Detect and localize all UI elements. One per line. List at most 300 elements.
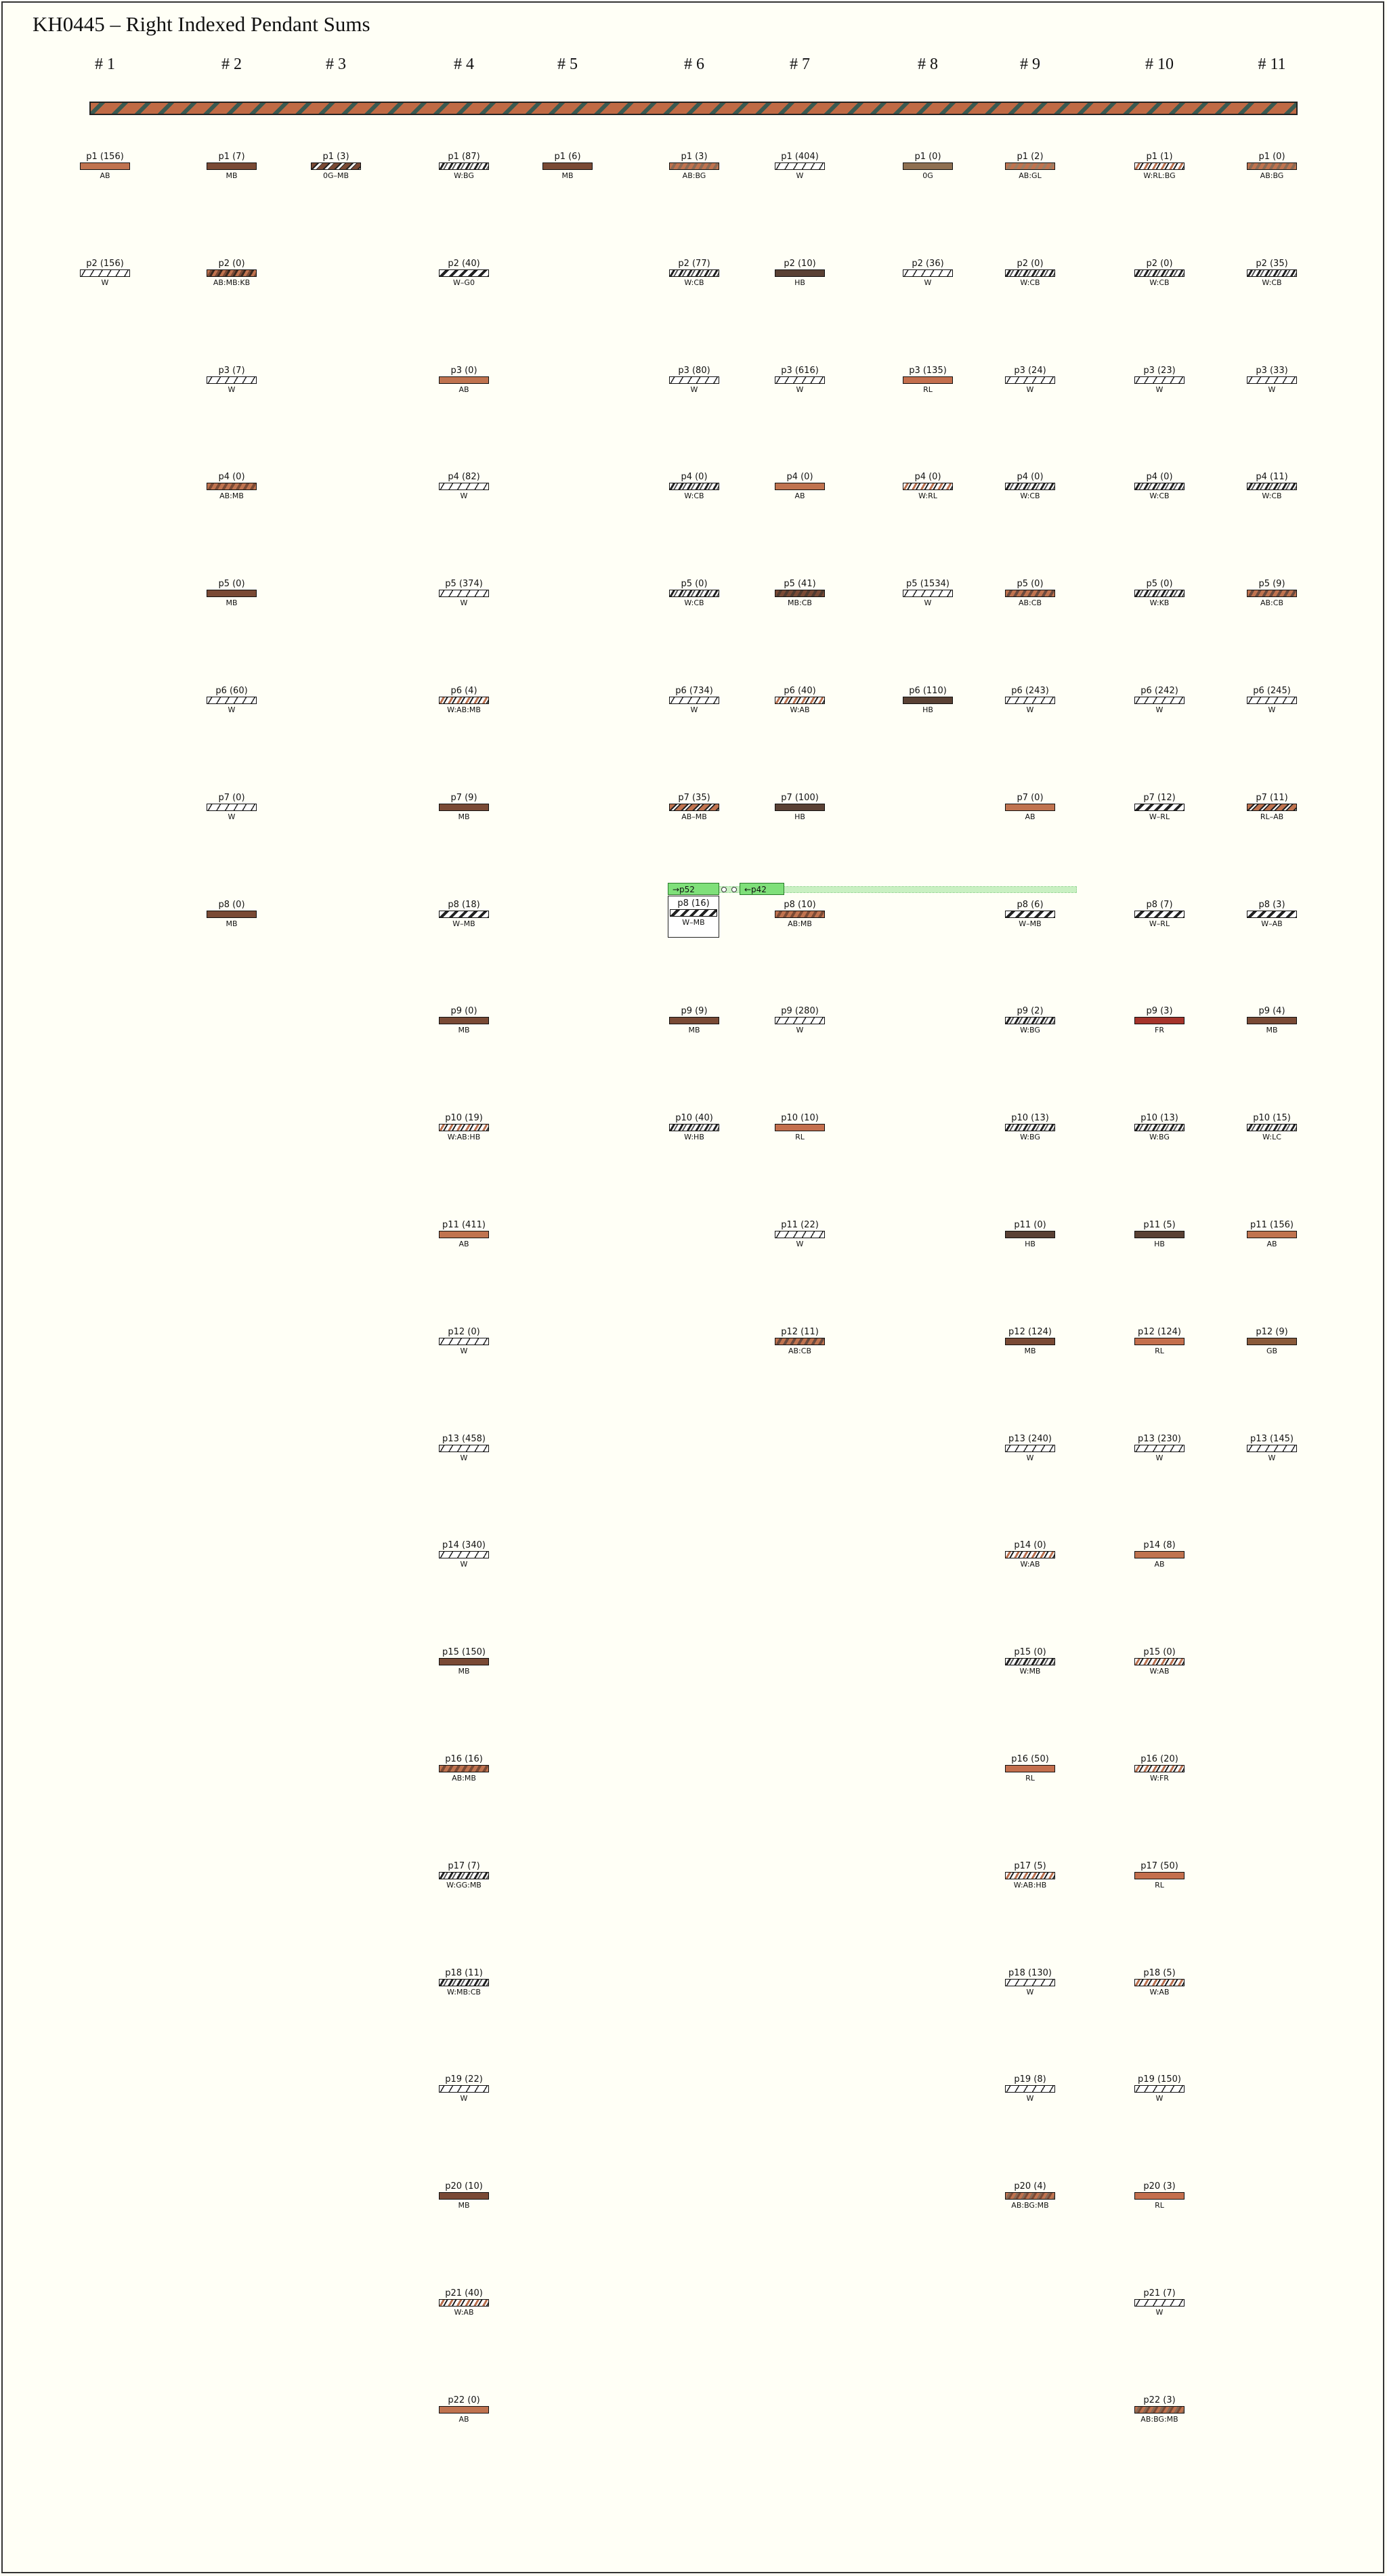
- pendant-color-code: W: [796, 1240, 804, 1248]
- pendant[interactable]: [647, 793, 742, 821]
- pendant-color-code: W:AB: [1149, 1987, 1170, 1996]
- pendant-color-code: AB:BG: [682, 171, 706, 180]
- pendant-color-bar: [207, 269, 257, 277]
- pendant-color-bar: [903, 269, 953, 277]
- pendant-color-code: HB: [922, 705, 933, 714]
- pendant-color-bar: [1134, 1979, 1185, 1986]
- pendant-color-code: RL: [1025, 1774, 1035, 1783]
- pendant-color-code: W: [460, 1453, 468, 1462]
- column-header: # 7: [790, 56, 810, 73]
- pendant-label: p17 (7): [448, 1860, 480, 1871]
- pendant[interactable]: [647, 1113, 742, 1141]
- pendant-color-bar: [1134, 1872, 1185, 1879]
- pendant-color-bar: [439, 1872, 489, 1879]
- pendant[interactable]: [983, 686, 1077, 714]
- pendant[interactable]: [417, 1540, 511, 1569]
- pendant-label: p3 (0): [450, 365, 477, 376]
- pendant[interactable]: [1112, 472, 1207, 500]
- pendant[interactable]: [752, 472, 847, 500]
- pendant-color-bar: [1134, 269, 1185, 277]
- pendant[interactable]: [983, 1968, 1077, 1996]
- pendant-label: p22 (3): [1143, 2395, 1176, 2405]
- pendant[interactable]: [417, 2288, 511, 2317]
- pendant-color-bar: [1247, 376, 1297, 384]
- pendant-color-bar: [670, 909, 717, 917]
- pendant[interactable]: [417, 1434, 511, 1462]
- pendant[interactable]: [1112, 793, 1207, 821]
- pendant-label: p12 (124): [1138, 1326, 1181, 1337]
- pendant-color-code: W: [1268, 385, 1276, 394]
- pendant-label: p6 (40): [784, 686, 816, 696]
- pendant-color-code: W:CB: [1262, 278, 1282, 287]
- pendant[interactable]: [1112, 2288, 1207, 2317]
- pendant[interactable]: [752, 793, 847, 821]
- pendant-color-code: W:AB: [1149, 1667, 1170, 1676]
- pendant-color-code: W:CB: [684, 492, 704, 501]
- pendant[interactable]: [752, 1220, 847, 1248]
- pendant[interactable]: [417, 2074, 511, 2103]
- pendant-label: p10 (15): [1253, 1113, 1291, 1124]
- pendant-color-code: AB:MB: [788, 919, 812, 928]
- pendant-color-code: AB:BG:MB: [1140, 2414, 1178, 2424]
- pendant[interactable]: [417, 900, 511, 928]
- pendant-color-bar: [207, 911, 257, 918]
- pendant-label: p18 (11): [445, 1967, 483, 1978]
- pendant-label: p9 (9): [681, 1006, 708, 1017]
- pendant-label: p7 (0): [1017, 792, 1044, 803]
- pendant-color-bar: [1134, 2192, 1185, 2200]
- pendant-color-bar: [1005, 483, 1055, 490]
- pendant[interactable]: [184, 472, 279, 500]
- pendant[interactable]: [880, 472, 975, 500]
- pendant[interactable]: [983, 152, 1077, 180]
- link-dot-icon: [731, 887, 737, 892]
- pendant[interactable]: [1112, 1113, 1207, 1141]
- pendant[interactable]: [520, 152, 615, 180]
- pendant-color-code: W–G0: [453, 278, 475, 287]
- pendant-color-bar: [439, 1658, 489, 1665]
- pendant-label: p3 (23): [1143, 365, 1176, 376]
- pendant[interactable]: [1112, 1220, 1207, 1248]
- pendant-color-bar: [775, 697, 825, 704]
- pendant-label: p11 (0): [1014, 1220, 1046, 1230]
- pendant-color-code: W: [1026, 385, 1034, 394]
- pendant[interactable]: [417, 1647, 511, 1676]
- pendant-label: p2 (77): [678, 258, 710, 269]
- primary-cord[interactable]: [89, 102, 1298, 115]
- pendant[interactable]: [983, 1754, 1077, 1783]
- pendant[interactable]: [1224, 1220, 1319, 1248]
- pendant-color-bar: [1134, 804, 1185, 811]
- pendant-color-bar: [207, 804, 257, 811]
- pendant[interactable]: [417, 2395, 511, 2424]
- pendant-color-code: AB: [100, 171, 110, 180]
- linked-pendant-box[interactable]: [668, 896, 719, 938]
- pendant[interactable]: [983, 1327, 1077, 1355]
- pendant-label: p4 (0): [914, 472, 941, 483]
- pendant-label: p8 (16): [677, 898, 710, 909]
- pendant-color-code: MB:CB: [788, 598, 812, 608]
- pendant-color-code: W–MB: [452, 919, 475, 928]
- pendant[interactable]: [1112, 1647, 1207, 1676]
- pendant[interactable]: [1112, 1327, 1207, 1355]
- pendant[interactable]: [417, 259, 511, 287]
- pendant-color-code: AB:BG: [1260, 171, 1284, 180]
- pendant[interactable]: [983, 366, 1077, 394]
- pendant-label: p2 (35): [1256, 258, 1288, 269]
- pendant-color-code: W:LC: [1262, 1133, 1281, 1142]
- pendant-color-code: W: [460, 492, 468, 501]
- pendant-color-bar: [669, 376, 719, 384]
- pendant[interactable]: [1224, 259, 1319, 287]
- pendant[interactable]: [1224, 366, 1319, 394]
- pendant-color-code: W: [1026, 1453, 1034, 1462]
- pendant[interactable]: [1224, 579, 1319, 607]
- pendant[interactable]: [184, 366, 279, 394]
- pendant[interactable]: [983, 793, 1077, 821]
- pendant-label: p9 (3): [1146, 1006, 1173, 1017]
- pendant-color-code: AB: [794, 492, 805, 501]
- pendant-color-bar: [1134, 2299, 1185, 2307]
- pendant[interactable]: [880, 579, 975, 607]
- pendant-color-bar: [669, 590, 719, 597]
- pendant[interactable]: [983, 472, 1077, 500]
- pendant-label: p4 (0): [218, 472, 245, 483]
- pendant[interactable]: [1224, 1113, 1319, 1141]
- pendant[interactable]: [1112, 686, 1207, 714]
- pendant-color-code: RL: [1155, 1880, 1164, 1890]
- pendant-link-highlight[interactable]: [668, 883, 1077, 896]
- pendant-color-bar: [1247, 1017, 1297, 1024]
- pendant-label: p14 (8): [1143, 1540, 1176, 1551]
- pendant[interactable]: [417, 686, 511, 714]
- pendant[interactable]: [58, 259, 152, 287]
- pendant[interactable]: [1224, 1434, 1319, 1462]
- pendant-color-bar: [1005, 2192, 1055, 2200]
- pendant-color-code: HB: [794, 278, 805, 287]
- pendant[interactable]: [983, 900, 1077, 928]
- pendant-color-bar: [1134, 1338, 1185, 1345]
- pendant-label: p3 (7): [218, 365, 245, 376]
- pendant-label: p5 (0): [1017, 579, 1044, 590]
- pendant-label: p17 (5): [1014, 1860, 1046, 1871]
- pendant-color-code: W:CB: [1020, 492, 1040, 501]
- pendant[interactable]: [1112, 1861, 1207, 1890]
- pendant-color-bar: [669, 697, 719, 704]
- pendant-label: p2 (156): [86, 258, 124, 269]
- pendant[interactable]: [1224, 793, 1319, 821]
- pendant-label: p11 (22): [781, 1220, 819, 1230]
- pendant-color-bar: [1005, 269, 1055, 277]
- pendant[interactable]: [647, 152, 742, 180]
- pendant-label: p1 (404): [781, 152, 819, 162]
- pendant-label: p12 (11): [781, 1326, 819, 1337]
- pendant-color-bar: [1247, 162, 1297, 170]
- pendant-label: p12 (124): [1008, 1326, 1052, 1337]
- pendant-color-code: W:AB:HB: [1013, 1880, 1047, 1890]
- pendant-color-bar: [903, 483, 953, 490]
- pendant-label: p15 (0): [1014, 1647, 1046, 1658]
- pendant[interactable]: [752, 1006, 847, 1034]
- pendant[interactable]: [1112, 2074, 1207, 2103]
- pendant[interactable]: [1112, 2395, 1207, 2424]
- pendant-color-code: W: [796, 385, 804, 394]
- pendant[interactable]: [983, 2074, 1077, 2103]
- pendant[interactable]: [1112, 1434, 1207, 1462]
- pendant[interactable]: [417, 1113, 511, 1141]
- link-from-tag[interactable]: →p52: [668, 883, 719, 895]
- pendant-color-bar: [1247, 1338, 1297, 1345]
- pendant-color-code: HB: [1025, 1240, 1036, 1248]
- pendant-color-code: W: [924, 598, 932, 608]
- pendant[interactable]: [752, 579, 847, 607]
- pendant[interactable]: [1112, 1754, 1207, 1783]
- pendant[interactable]: [417, 472, 511, 500]
- pendant-label: p1 (2): [1017, 152, 1044, 162]
- pendant-color-bar: [1134, 1658, 1185, 1665]
- pendant[interactable]: [417, 2181, 511, 2210]
- pendant-color-code: AB:MB: [452, 1774, 476, 1783]
- pendant[interactable]: [1112, 1540, 1207, 1569]
- pendant[interactable]: [880, 152, 975, 180]
- pendant-color-code: W:HB: [684, 1133, 704, 1142]
- pendant-color-code: W: [1155, 2308, 1164, 2317]
- pendant-color-code: W: [1155, 1453, 1164, 1462]
- pendant[interactable]: [647, 472, 742, 500]
- pendant-color-bar: [439, 2192, 489, 2200]
- pendant[interactable]: [1112, 366, 1207, 394]
- pendant-color-code: AB:CB: [1018, 598, 1042, 608]
- pendant-color-bar: [1005, 1979, 1055, 1986]
- pendant[interactable]: [647, 366, 742, 394]
- pendant[interactable]: [880, 259, 975, 287]
- pendant-label: p3 (24): [1014, 365, 1046, 376]
- pendant-color-bar: [1134, 590, 1185, 597]
- pendant-label: p5 (1534): [906, 579, 949, 590]
- pendant-label: p8 (0): [218, 899, 245, 910]
- pendant[interactable]: [1224, 472, 1319, 500]
- pendant[interactable]: [983, 1006, 1077, 1034]
- pendant[interactable]: [417, 1220, 511, 1248]
- pendant-label: p7 (0): [218, 792, 245, 803]
- pendant[interactable]: [184, 579, 279, 607]
- pendant[interactable]: [983, 1647, 1077, 1676]
- pendant-color-code: W:BG: [1020, 1133, 1040, 1142]
- column-header: # 5: [557, 56, 578, 73]
- pendant-label: p5 (0): [681, 579, 708, 590]
- pendant[interactable]: [1112, 152, 1207, 180]
- pendant[interactable]: [752, 900, 847, 928]
- pendant[interactable]: [752, 686, 847, 714]
- pendant-color-bar: [1005, 804, 1055, 811]
- pendant[interactable]: [983, 1861, 1077, 1890]
- pendant[interactable]: [1112, 1006, 1207, 1034]
- pendant-color-bar: [1005, 1445, 1055, 1452]
- pendant-color-bar: [1247, 1124, 1297, 1131]
- pendant-label: p4 (0): [1017, 472, 1044, 483]
- pendant[interactable]: [1112, 900, 1207, 928]
- pendant-label: p8 (18): [448, 899, 480, 910]
- pendant-color-bar: [80, 162, 130, 170]
- pendant[interactable]: [417, 579, 511, 607]
- pendant-label: p1 (6): [554, 152, 581, 162]
- pendant-color-bar: [1247, 1231, 1297, 1238]
- pendant-label: p16 (20): [1140, 1754, 1178, 1764]
- pendant[interactable]: [983, 2181, 1077, 2210]
- pendant-color-code: W:AB: [454, 2308, 474, 2317]
- pendant-color-bar: [1005, 162, 1055, 170]
- pendant[interactable]: [1224, 1327, 1319, 1355]
- pendant[interactable]: [184, 900, 279, 928]
- pendant-color-code: HB: [1154, 1240, 1165, 1248]
- pendant-color-bar: [1134, 483, 1185, 490]
- pendant[interactable]: [647, 1006, 742, 1034]
- pendant-color-bar: [775, 162, 825, 170]
- pendant-label: p10 (40): [675, 1113, 713, 1124]
- pendant[interactable]: [289, 152, 383, 180]
- pendant[interactable]: [1224, 152, 1319, 180]
- pendant-color-code: AB:GL: [1019, 171, 1042, 180]
- pendant-label: p7 (12): [1143, 792, 1176, 803]
- pendant-color-code: 0G–MB: [322, 171, 349, 180]
- pendant-label: p16 (16): [445, 1754, 483, 1764]
- pendant[interactable]: [647, 686, 742, 714]
- pendant[interactable]: [983, 579, 1077, 607]
- pendant[interactable]: [184, 686, 279, 714]
- pendant[interactable]: [983, 1113, 1077, 1141]
- pendant-label: p2 (10): [784, 258, 816, 269]
- pendant-color-bar: [669, 1124, 719, 1131]
- pendant-color-code: W:MB:CB: [447, 1987, 481, 1996]
- pendant-label: p19 (150): [1138, 2074, 1181, 2085]
- pendant[interactable]: [1112, 1968, 1207, 1996]
- pendant-color-code: MB: [458, 1026, 470, 1035]
- pendant-color-bar: [439, 376, 489, 384]
- pendant[interactable]: [752, 366, 847, 394]
- pendant-label: p5 (9): [1258, 579, 1285, 590]
- pendant[interactable]: [1112, 2181, 1207, 2210]
- pendant-color-bar: [1134, 1551, 1185, 1558]
- pendant-color-code: AB:MB:KB: [213, 278, 251, 287]
- pendant-color-bar: [669, 483, 719, 490]
- pendant-color-code: W:CB: [1149, 278, 1170, 287]
- pendant-color-bar: [207, 162, 257, 170]
- pendant-color-bar: [1134, 1017, 1185, 1024]
- pendant-color-bar: [1247, 590, 1297, 597]
- pendant-label: p8 (6): [1017, 899, 1044, 910]
- pendant[interactable]: [752, 259, 847, 287]
- pendant-color-code: W: [690, 385, 698, 394]
- pendant-color-code: W:RL: [918, 492, 937, 501]
- pendant-color-bar: [1134, 1124, 1185, 1131]
- pendant[interactable]: [880, 366, 975, 394]
- pendant-color-code: MB: [458, 1667, 470, 1676]
- pendant-color-code: GB: [1266, 1346, 1278, 1355]
- pendant[interactable]: [983, 1540, 1077, 1569]
- pendant[interactable]: [184, 793, 279, 821]
- pendant-color-bar: [439, 911, 489, 918]
- pendant[interactable]: [417, 1754, 511, 1783]
- pendant[interactable]: [184, 152, 279, 180]
- pendant-color-code: AB: [1266, 1240, 1277, 1248]
- pendant-label: p10 (19): [445, 1113, 483, 1124]
- pendant-color-bar: [775, 269, 825, 277]
- pendant-color-code: W–RL: [1149, 919, 1170, 928]
- pendant-color-code: W:KB: [1149, 598, 1170, 608]
- pendant[interactable]: [417, 366, 511, 394]
- pendant[interactable]: [1112, 579, 1207, 607]
- pendant-color-code: W:CB: [1020, 278, 1040, 287]
- pendant[interactable]: [752, 1327, 847, 1355]
- pendant-color-bar: [669, 1017, 719, 1024]
- pendant[interactable]: [1112, 259, 1207, 287]
- pendant-color-code: RL: [923, 385, 933, 394]
- pendant[interactable]: [417, 1861, 511, 1890]
- pendant-color-bar: [1247, 697, 1297, 704]
- pendant-color-code: W:CB: [684, 598, 704, 608]
- pendant-color-bar: [1005, 1124, 1055, 1131]
- pendant[interactable]: [1224, 1006, 1319, 1034]
- pendant[interactable]: [1224, 686, 1319, 714]
- column-header: # 6: [684, 56, 704, 73]
- pendant[interactable]: [752, 1113, 847, 1141]
- pendant-label: p8 (7): [1146, 899, 1173, 910]
- pendant-label: p15 (0): [1143, 1647, 1176, 1658]
- pendant-color-bar: [439, 162, 489, 170]
- pendant-color-bar: [775, 1338, 825, 1345]
- pendant[interactable]: [184, 259, 279, 287]
- pendant-color-bar: [439, 1017, 489, 1024]
- pendant[interactable]: [983, 259, 1077, 287]
- pendant-color-code: W: [228, 705, 236, 714]
- pendant-label: p4 (82): [448, 472, 480, 483]
- pendant-color-bar: [1005, 1338, 1055, 1345]
- pendant-color-bar: [542, 162, 593, 170]
- pendant-label: p5 (0): [218, 579, 245, 590]
- pendant[interactable]: [880, 686, 975, 714]
- pendant-color-code: W:MB: [1019, 1667, 1041, 1676]
- pendant-color-code: AB: [458, 1240, 469, 1248]
- pendant[interactable]: [417, 1006, 511, 1034]
- pendant-color-code: AB:MB: [219, 492, 244, 501]
- pendant-color-bar: [207, 697, 257, 704]
- pendant[interactable]: [983, 1434, 1077, 1462]
- pendant[interactable]: [752, 152, 847, 180]
- pendant-color-bar: [1134, 697, 1185, 704]
- pendant-color-bar: [903, 697, 953, 704]
- pendant-label: p10 (13): [1140, 1113, 1178, 1124]
- pendant-label: p1 (1): [1146, 152, 1173, 162]
- pendant[interactable]: [983, 1220, 1077, 1248]
- pendant[interactable]: [1224, 900, 1319, 928]
- pendant-label: p11 (411): [442, 1220, 486, 1230]
- pendant-color-code: AB:CB: [788, 1346, 811, 1355]
- pendant[interactable]: [647, 259, 742, 287]
- pendant-label: p2 (0): [1146, 258, 1173, 269]
- pendant[interactable]: [417, 152, 511, 180]
- column-header: # 8: [918, 56, 938, 73]
- pendant[interactable]: [417, 793, 511, 821]
- pendant-color-code: W: [690, 705, 698, 714]
- link-to-tag[interactable]: ←p42: [740, 883, 784, 895]
- pendant-color-code: W:BG: [1020, 1026, 1040, 1035]
- pendant[interactable]: [58, 152, 152, 180]
- pendant[interactable]: [417, 1968, 511, 1996]
- pendant-color-code: W:GG:MB: [446, 1880, 482, 1890]
- pendant-color-code: MB: [561, 171, 574, 180]
- pendant[interactable]: [417, 1327, 511, 1355]
- pendant[interactable]: [647, 579, 742, 607]
